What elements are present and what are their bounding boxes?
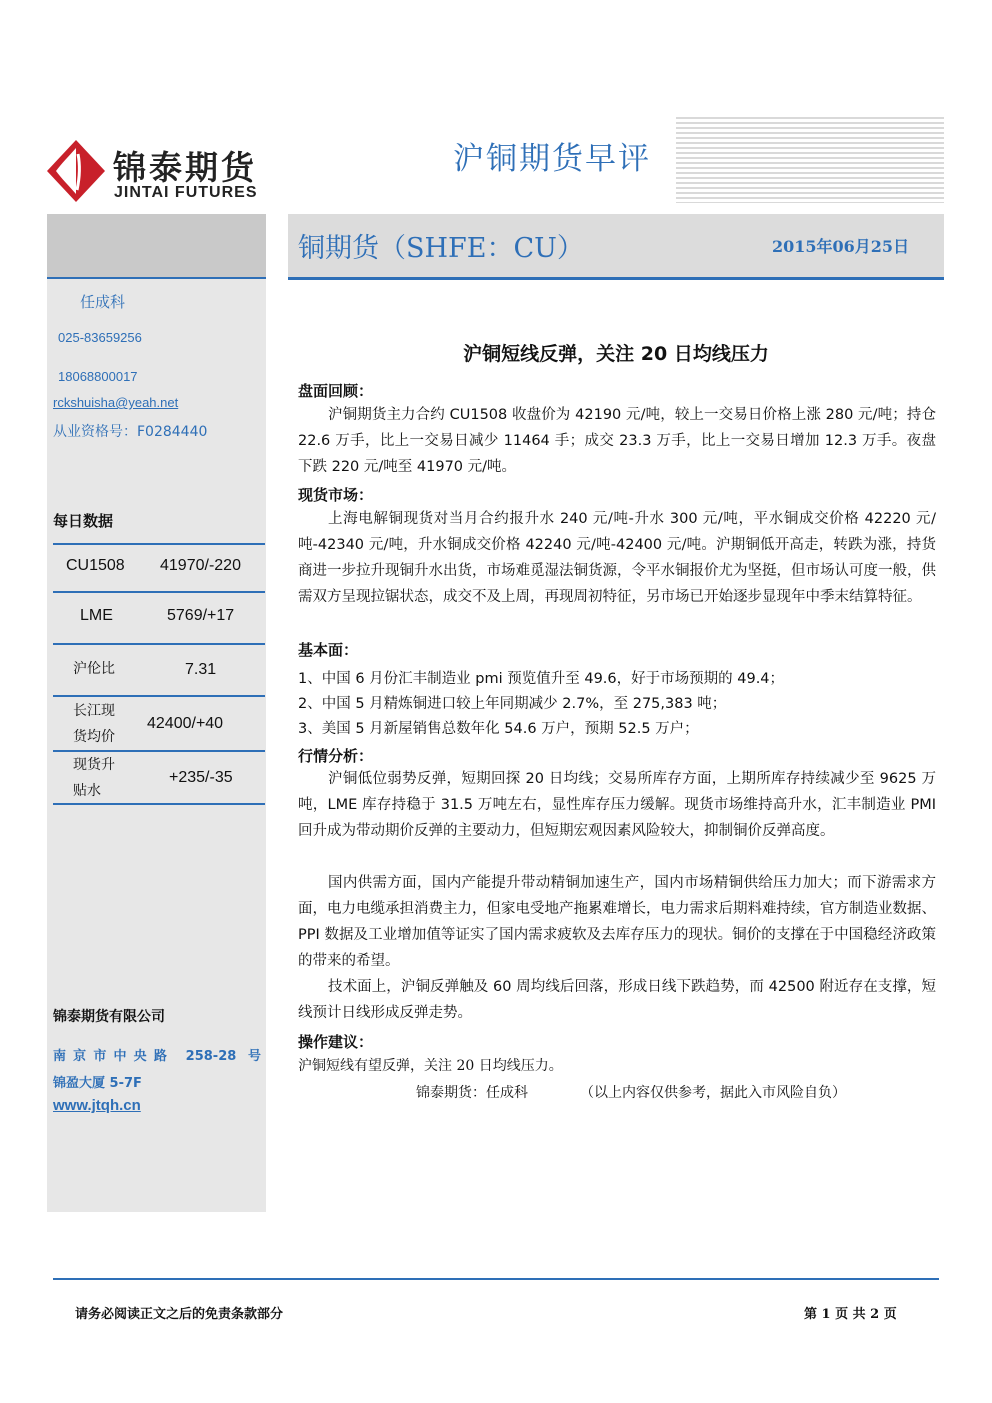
company-website-link[interactable]: www.jtqh.cn [53, 1097, 141, 1114]
table-cell-name-line: 货均价 [73, 729, 115, 745]
table-cell-value: 7.31 [185, 661, 217, 678]
table-cell-name: 沪伦比 [73, 661, 115, 677]
advice-signature: 锦泰期货：任成科 [416, 1085, 528, 1101]
header-title: 铜期货（SHFE：CU） [298, 233, 584, 264]
section-heading-analysis: 行情分析： [298, 747, 374, 765]
fundamentals-item: 2、中国 5 月精炼铜进口较上年同期减少 2.7%，至 275,383 吨； [298, 696, 727, 712]
header-rule [288, 277, 944, 280]
report-title: 沪铜期货早评 [453, 141, 651, 177]
footer-rule [53, 1278, 939, 1280]
table-rule [53, 643, 265, 645]
table-cell-name-line: 贴水 [73, 783, 101, 799]
section-heading-fundamentals: 基本面： [298, 641, 359, 659]
company-name: 锦泰期货有限公司 [53, 1009, 165, 1025]
footer-disclaimer-note: 请务必阅读正文之后的免责条款部分 [75, 1307, 284, 1322]
page-number: 第 1 页 共 2 页 [804, 1307, 897, 1322]
analyst-name: 任成科 [80, 293, 126, 311]
table-rule [53, 591, 265, 593]
section-heading-market-review: 盘面回顾： [298, 382, 374, 400]
header-stripes [676, 117, 944, 203]
daily-data-label: 每日数据 [53, 512, 114, 530]
table-cell-name: CU1508 [66, 557, 125, 574]
table-cell-name: LME [80, 607, 113, 624]
logo-name-cn: 锦泰期货 [113, 148, 257, 187]
analyst-email-link[interactable]: rckshuisha@yeah.net [53, 395, 179, 410]
paragraph-analysis-1: 沪铜低位弱势反弹，短期回探 20 日均线；交易所库存方面，上期所库存持续减少至 9625 万吨，LME 库存持稳于 31.5 万吨左右，显性库存压力缓解。现货市场维持高升水，汇丰制造业 PMI 回升成为带动期价反弹的主要动力，但短期宏观因素风险较大，抑制铜价反弹高度。 [298, 771, 936, 839]
paragraph-market-review: 沪铜期货主力合约 CU1508 收盘价为 42190 元/吨，较上一交易日价格上涨 280 元/吨；持仓 22.6 万手，比上一交易日减少 11464 手；成交 23.3 万手，比上一交易日增加 12.3 万手。夜盘下跌 220 元/吨至 41970 元/吨。 [298, 407, 936, 475]
analyst-mobile: 18068800017 [58, 369, 138, 384]
company-address-line1: 南京市中央路 258-28 号 [53, 1049, 261, 1064]
paragraph-analysis-2: 国内供需方面，国内产能提升带动精铜加速生产，国内市场精铜供给压力加大；而下游需求方面，电力电缆承担消费主力，但家电受地产拖累难增长，电力需求后期料难持续，官方制造业数据、PPI 数据及工业增加值等证实了国内需求疲软及去库存压力的现状。铜价的支撑在于中国稳经济政策的带来的希望。 [298, 875, 936, 969]
analyst-phone: 025-83659256 [58, 330, 142, 345]
article-title: 沪铜短线反弹，关注 20 日均线压力 [463, 343, 769, 365]
jintai-logo-icon [47, 140, 105, 202]
sidebar-header-block [47, 214, 266, 277]
advice-disclaimer: （以上内容仅供参考，据此入市风险自负） [580, 1085, 846, 1101]
fundamentals-item: 3、美国 5 月新屋销售总数年化 54.6 万户，预期 52.5 万户； [298, 721, 699, 737]
table-cell-name [73, 698, 115, 750]
report-date: 2015年06月25日 [772, 237, 910, 256]
table-cell-name-line: 现货升 [73, 757, 115, 773]
table-cell-name [73, 752, 115, 804]
company-address-line2: 锦盈大厦 5-7F [53, 1076, 142, 1091]
table-cell-name-line: 长江现 [73, 703, 115, 719]
section-heading-advice: 操作建议： [298, 1033, 374, 1051]
sidebar-rule [47, 277, 266, 279]
section-heading-spot-market: 现货市场： [298, 486, 374, 504]
paragraph-spot-market: 上海电解铜现货对当月合约报升水 240 元/吨-升水 300 元/吨，平水铜成交价格 42220 元/吨-42340 元/吨，升水铜成交价格 42240 元/吨-42400 元/吨。沪期铜低开高走，转跌为涨，持货商进一步拉升现铜升水出货，市场难觅湿法铜货源，令平水铜报价尤为坚挺，但市场认可度一般，供需双方呈现拉锯状态，成交不及上周，再现周初特征，另市场已开始逐步显现年中季末结算特征。 [298, 511, 936, 605]
table-rule [53, 695, 265, 697]
table-cell-value: 5769/+17 [167, 607, 235, 624]
table-cell-value: 42400/+40 [147, 715, 224, 732]
table-rule [53, 543, 265, 545]
logo-name-en: JINTAI FUTURES [114, 184, 258, 201]
table-cell-value: 41970/-220 [160, 557, 241, 574]
advice-text: 沪铜短线有望反弹，关注 20 日均线压力。 [298, 1058, 563, 1074]
fundamentals-item: 1、中国 6 月份汇丰制造业 pmi 预览值升至 49.6，好于市场预期的 49.4； [298, 671, 785, 687]
paragraph-analysis-3: 技术面上，沪铜反弹触及 60 周均线后回落，形成日线下跌趋势，而 42500 附近存在支撑，短线预计日线形成反弹走势。 [298, 979, 936, 1021]
analyst-license: 从业资格号：F0284440 [53, 424, 208, 440]
table-cell-value: +235/-35 [169, 769, 233, 786]
company-logo [47, 140, 262, 206]
